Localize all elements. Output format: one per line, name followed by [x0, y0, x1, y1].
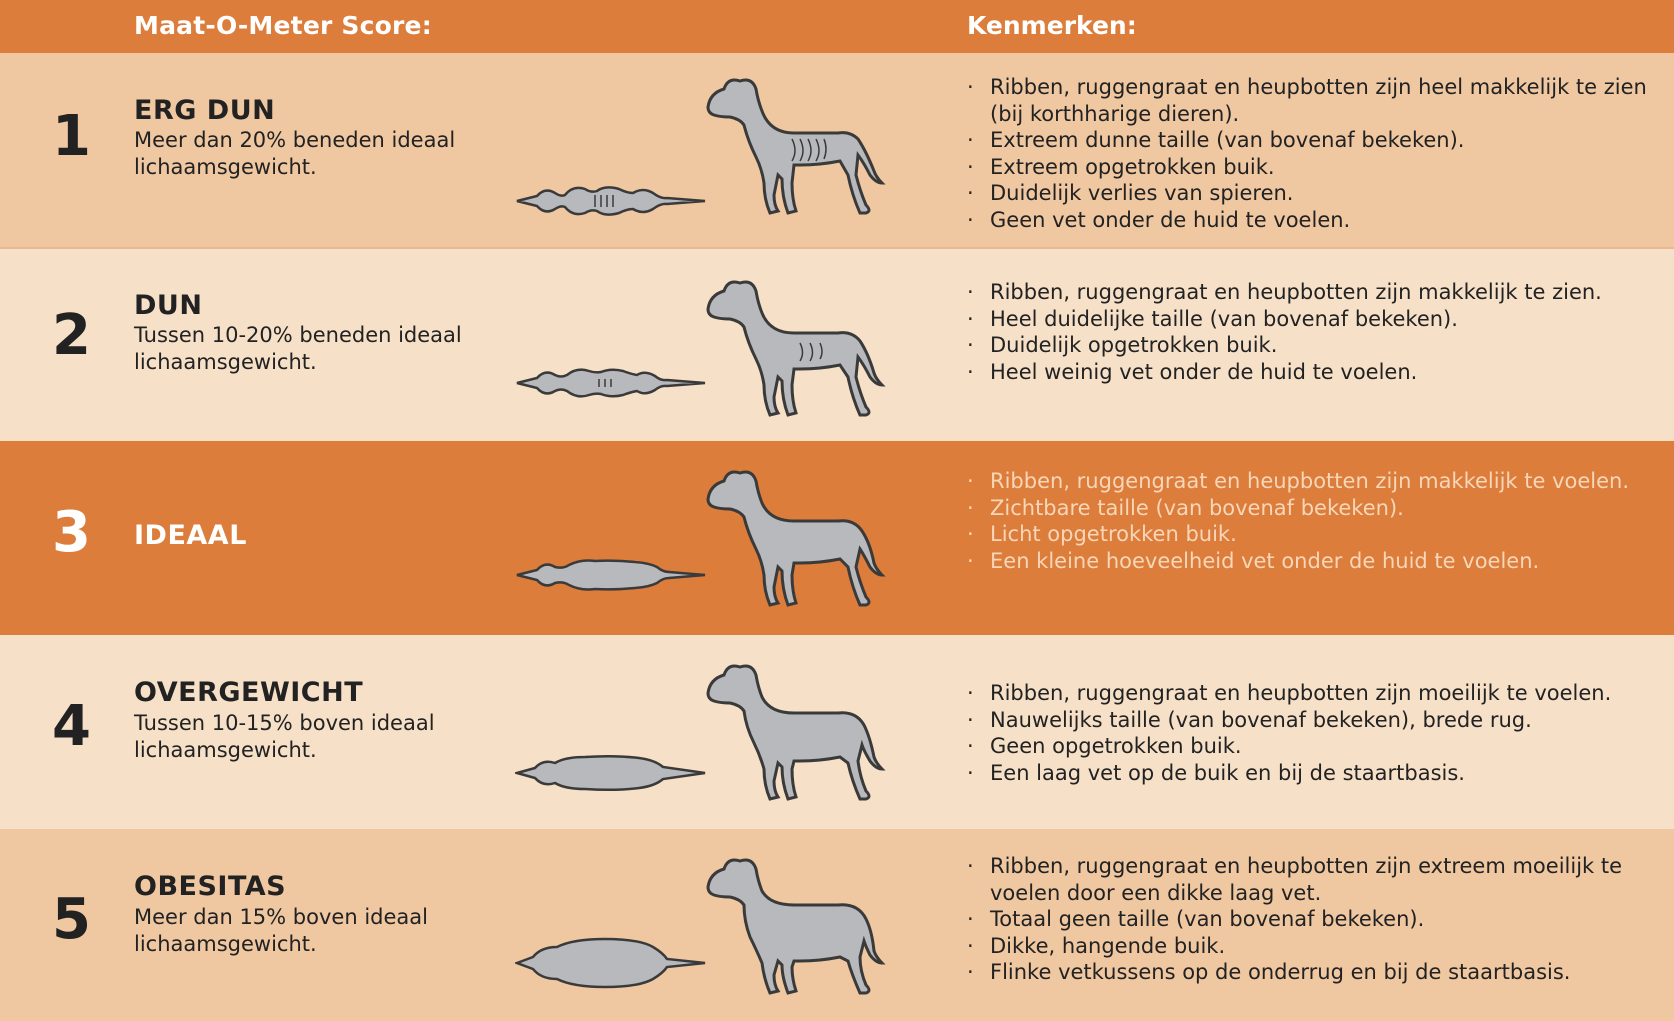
trait-item: · Nauwelijks taille (van bovenaf bekeken), brede rug.: [967, 707, 1647, 734]
trait-item: · Duidelijk opgetrokken buik.: [967, 332, 1647, 359]
dog-top-view-icon: [515, 171, 707, 231]
dog-top-view-icon: [515, 743, 707, 803]
score-number: 1: [52, 104, 91, 169]
trait-item: · Ribben, ruggengraat en heupbotten zijn extreem moeilijk te voelen door een dikke laag vet.: [967, 853, 1647, 906]
score-title: DUN: [134, 290, 203, 321]
traits-list: [967, 853, 1647, 986]
header-bar: [0, 0, 1674, 53]
traits-list: [967, 468, 1647, 574]
score-row-3: [0, 441, 1674, 635]
trait-item: · Ribben, ruggengraat en heupbotten zijn heel makkelijk te zien (bij korthharige dieren).: [967, 74, 1647, 127]
trait-item: · Dikke, hangende buik.: [967, 933, 1647, 960]
traits-list: [967, 74, 1647, 234]
trait-item: · Totaal geen taille (van bovenaf bekeken).: [967, 906, 1647, 933]
trait-item: · Ribben, ruggengraat en heupbotten zijn makkelijk te voelen.: [967, 468, 1647, 495]
dog-top-view-icon: [515, 353, 707, 413]
dog-side-view-icon: [700, 273, 888, 418]
score-subtitle: Meer dan 15% boven ideaal lichaamsgewicht.: [134, 905, 428, 956]
dog-side-view-icon: [700, 851, 888, 996]
dog-top-view-icon: [515, 545, 707, 605]
trait-item: · Heel duidelijke taille (van bovenaf bekeken).: [967, 306, 1647, 333]
score-title: ERG DUN: [134, 95, 276, 126]
score-subtitle: Tussen 10-15% boven ideaal lichaamsgewicht.: [134, 711, 435, 762]
traits-list: [967, 279, 1647, 385]
trait-item: · Een laag vet op de buik en bij de staartbasis.: [967, 760, 1647, 787]
score-row-5: [0, 829, 1674, 1021]
dog-side-view-icon: [700, 463, 888, 608]
trait-item: · Geen vet onder de huid te voelen.: [967, 207, 1647, 234]
score-number: 3: [52, 500, 91, 565]
dog-side-view-icon: [700, 71, 888, 216]
trait-item: · Een kleine hoeveelheid vet onder de huid te voelen.: [967, 548, 1647, 575]
score-subtitle: Tussen 10-20% beneden ideaal lichaamsgewicht.: [134, 323, 462, 374]
traits-heading: Kenmerken:: [967, 11, 1137, 40]
dog-side-view-icon: [700, 657, 888, 802]
traits-list: [967, 680, 1647, 786]
score-number: 2: [52, 303, 91, 368]
trait-item: · Zichtbare taille (van bovenaf bekeken).: [967, 495, 1647, 522]
score-title: OBESITAS: [134, 871, 287, 902]
trait-item: · Extreem dunne taille (van bovenaf bekeken).: [967, 127, 1647, 154]
score-row-4: [0, 635, 1674, 829]
score-number: 5: [52, 887, 91, 952]
trait-item: · Ribben, ruggengraat en heupbotten zijn moeilijk te voelen.: [967, 680, 1647, 707]
trait-item: · Duidelijk verlies van spieren.: [967, 180, 1647, 207]
trait-item: · Flinke vetkussens op de onderrug en bij de staartbasis.: [967, 959, 1647, 986]
score-row-1: [0, 53, 1674, 248]
trait-item: · Ribben, ruggengraat en heupbotten zijn makkelijk te zien.: [967, 279, 1647, 306]
score-number: 4: [52, 694, 91, 759]
trait-item: · Extreem opgetrokken buik.: [967, 154, 1647, 181]
dog-top-view-icon: [515, 933, 707, 993]
trait-item: · Licht opgetrokken buik.: [967, 521, 1647, 548]
trait-item: · Heel weinig vet onder de huid te voelen.: [967, 359, 1647, 386]
trait-item: · Geen opgetrokken buik.: [967, 733, 1647, 760]
score-row-2: [0, 249, 1674, 441]
score-title: OVERGEWICHT: [134, 677, 364, 708]
score-title: IDEAAL: [134, 520, 247, 551]
score-heading: Maat-O-Meter Score:: [134, 11, 432, 40]
score-subtitle: Meer dan 20% beneden ideaal lichaamsgewicht.: [134, 128, 456, 179]
